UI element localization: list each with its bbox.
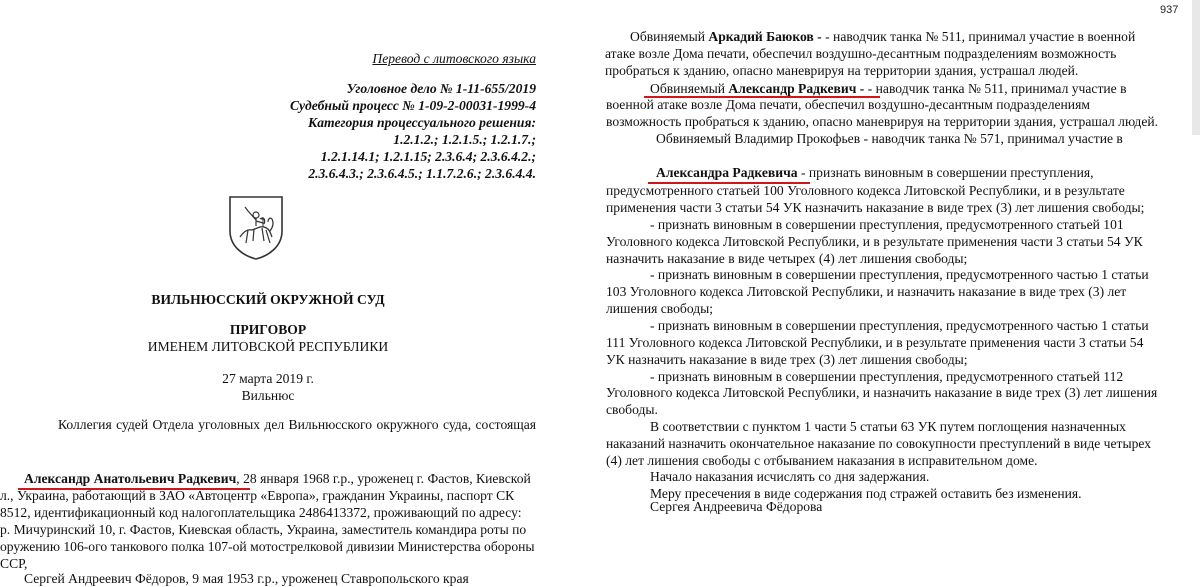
p1-line-1: Обвиняемый Аркадий Баюков - - наводчик танка № 511, принимал участие в военной	[630, 29, 1136, 44]
case-line-5: 1.2.1.14.1; 1.2.1.15; 2.3.6.4; 2.3.6.4.2.;	[320, 149, 536, 164]
p2-line-1: Обвиняемый Александр Радкевич - - наводчик танка № 511, принимал участие в	[650, 81, 1127, 96]
p1-line-2: атаке возле Дома печати, обеспечил воздушно-десантным подразделениям возможность	[605, 46, 1117, 61]
page-number: 937	[1160, 4, 1179, 16]
verdict-line-15: свободы.	[606, 402, 658, 417]
verdict-line-13: - признать виновным в совершении преступления, предусмотренного статьей 112	[650, 369, 1124, 384]
verdict-line-1: Александра Радкевича - признать виновным в совершении преступления,	[656, 165, 1094, 180]
verdict-line-20: Меру пресечения в виде содержания под стражей оставить без изменения.	[650, 486, 1082, 501]
verdict-line-7: - признать виновным в совершении преступления, предусмотренного частью 1 статьи	[650, 267, 1149, 282]
verdict-line-16: В соответствии с пунктом 1 части 5 статьи 63 УК путем поглощения назначенных	[650, 419, 1126, 434]
defendant-line-2: л., Украина, работающий в ЗАО «Автоцентр «Европа», гражданин Украины, паспорт СК	[0, 488, 515, 503]
left-top-page	[0, 0, 566, 430]
court-name: ВИЛЬНЮССКИЙ ОКРУЖНОЙ СУД	[151, 292, 385, 307]
verdict-line-12: УК назначить наказание в виде трех (3) лет лишения свободы;	[606, 352, 968, 367]
case-line-6: 2.3.6.4.3.; 2.3.6.4.5.; 1.1.7.2.6.; 2.3.6.4.4.	[308, 166, 536, 181]
case-line-3: Категория процессуального решения:	[308, 115, 536, 130]
defendant-line-3: 8512, идентификационный код налогоплательщика 2486413372, проживающий по адресу:	[0, 505, 522, 520]
left-bottom-page	[0, 436, 566, 586]
verdict-line-6: назначить наказание в виде четырех (4) лет лишения свободы;	[606, 251, 968, 266]
verdict-name: Александра Радкевича	[656, 165, 798, 180]
p3-line-cut: Обвиняемый Владимир Прокофьев - наводчик танка № 571, принимал участие в	[656, 131, 1123, 146]
verdict-city: Вильнюс	[241, 388, 295, 403]
verdict-line-5: Уголовного кодекса Литовской Республики, и в результате применения части 3 статьи 54 УК	[606, 234, 1143, 249]
verdict-line-21: Сергея Андреевича Фёдорова	[650, 499, 823, 514]
verdict-line-17: наказаний назначить окончательное наказание по совокупности преступлений в виде четырех	[606, 436, 1152, 451]
p1-name: Аркадий Баюков	[708, 29, 814, 44]
defendant-line-4: р. Мичуринский 10, г. Фастов, Киевская область, Украина, заместитель командира роты по	[0, 522, 527, 537]
verdict-line-14: Уголовного кодекса Литовской Республики, и назначить наказание в виде трех (3) лет лишения	[606, 385, 1158, 400]
right-edge-strip	[1192, 0, 1200, 135]
verdict-line-9: лишения свободы;	[606, 301, 714, 316]
verdict-line-11: 111 Уголовного кодекса Литовской Республики, и в результате применения части 3 статьи 54	[606, 335, 1144, 350]
defendant-text-1: , 28 января 1968 г.р., уроженец г. Фастов, Киевской	[236, 471, 531, 486]
verdict-title: ПРИГОВОР	[229, 322, 307, 337]
right-top-page	[568, 0, 1192, 146]
defendant-name: Александр Анатольевич Радкевич	[24, 471, 237, 486]
translation-note: Перевод с литовского языка	[372, 51, 536, 66]
verdict-line-2: предусмотренного статьей 100 Уголовного кодекса Литовской Республики, и в результате	[606, 183, 1125, 198]
verdict-line-18: (4) лет лишения свободы с отбыванием наказания в исправительном доме.	[606, 453, 1038, 468]
defendant-line-6: ССР,	[0, 556, 28, 571]
case-line-2: Судебный процесс № 1-09-2-00031-1999-4	[289, 98, 536, 113]
p2-line-2: военной атаке возле Дома печати, обеспечил воздушно-десантным подразделениям	[606, 97, 1090, 112]
defendant-line-1	[24, 470, 531, 487]
right-main-page	[584, 152, 1200, 514]
p2-line-3: возможность пробраться к зданию, опасно маневрируя на территории здания, устрашал людей.	[606, 114, 1159, 129]
verdict-line-3: применения части 3 статьи 54 УК назначить наказание в виде трех (3) лет лишения свободы;	[606, 200, 1145, 215]
verdict-line-8: 103 Уголовного кодекса Литовской Республики, и назначить наказание в виде трех (3) лет	[606, 284, 1127, 299]
p2-name: Александр Радкевич	[728, 81, 857, 96]
defendant-line-5: оружению 106-ого танкового полка 107-ой мотострелковой дивизии Министерства обороны	[0, 539, 535, 554]
cut-off-line: Коллегия судей Отдела уголовных дел Вильнюсского окружного суда, состоящая	[58, 417, 536, 432]
verdict-line-10: - признать виновным в совершении преступления, предусмотренного частью 1 статьи	[650, 318, 1149, 333]
verdict-date: 27 марта 2019 г.	[222, 371, 314, 386]
in-name-of: ИМЕНЕМ ЛИТОВСКОЙ РЕСПУБЛИКИ	[147, 339, 389, 354]
verdict-line-19: Начало наказания исчислять со дня задержания.	[650, 469, 930, 484]
coat-of-arms-icon	[226, 193, 286, 261]
defendant-line-7: Сергей Андреевич Фёдоров, 9 мая 1953 г.р., уроженец Ставропольского края	[24, 571, 469, 586]
verdict-line-4: - признать виновным в совершении преступления, предусмотренного статьей 101	[650, 217, 1124, 232]
case-line-1: Уголовное дело № 1-11-655/2019	[346, 81, 536, 96]
p1-line-3: пробраться к зданию, опасно маневрируя на территории здания, устрашал людей.	[605, 63, 1079, 78]
case-line-4: 1.2.1.2.; 1.2.1.5.; 1.2.1.7.;	[393, 132, 536, 147]
